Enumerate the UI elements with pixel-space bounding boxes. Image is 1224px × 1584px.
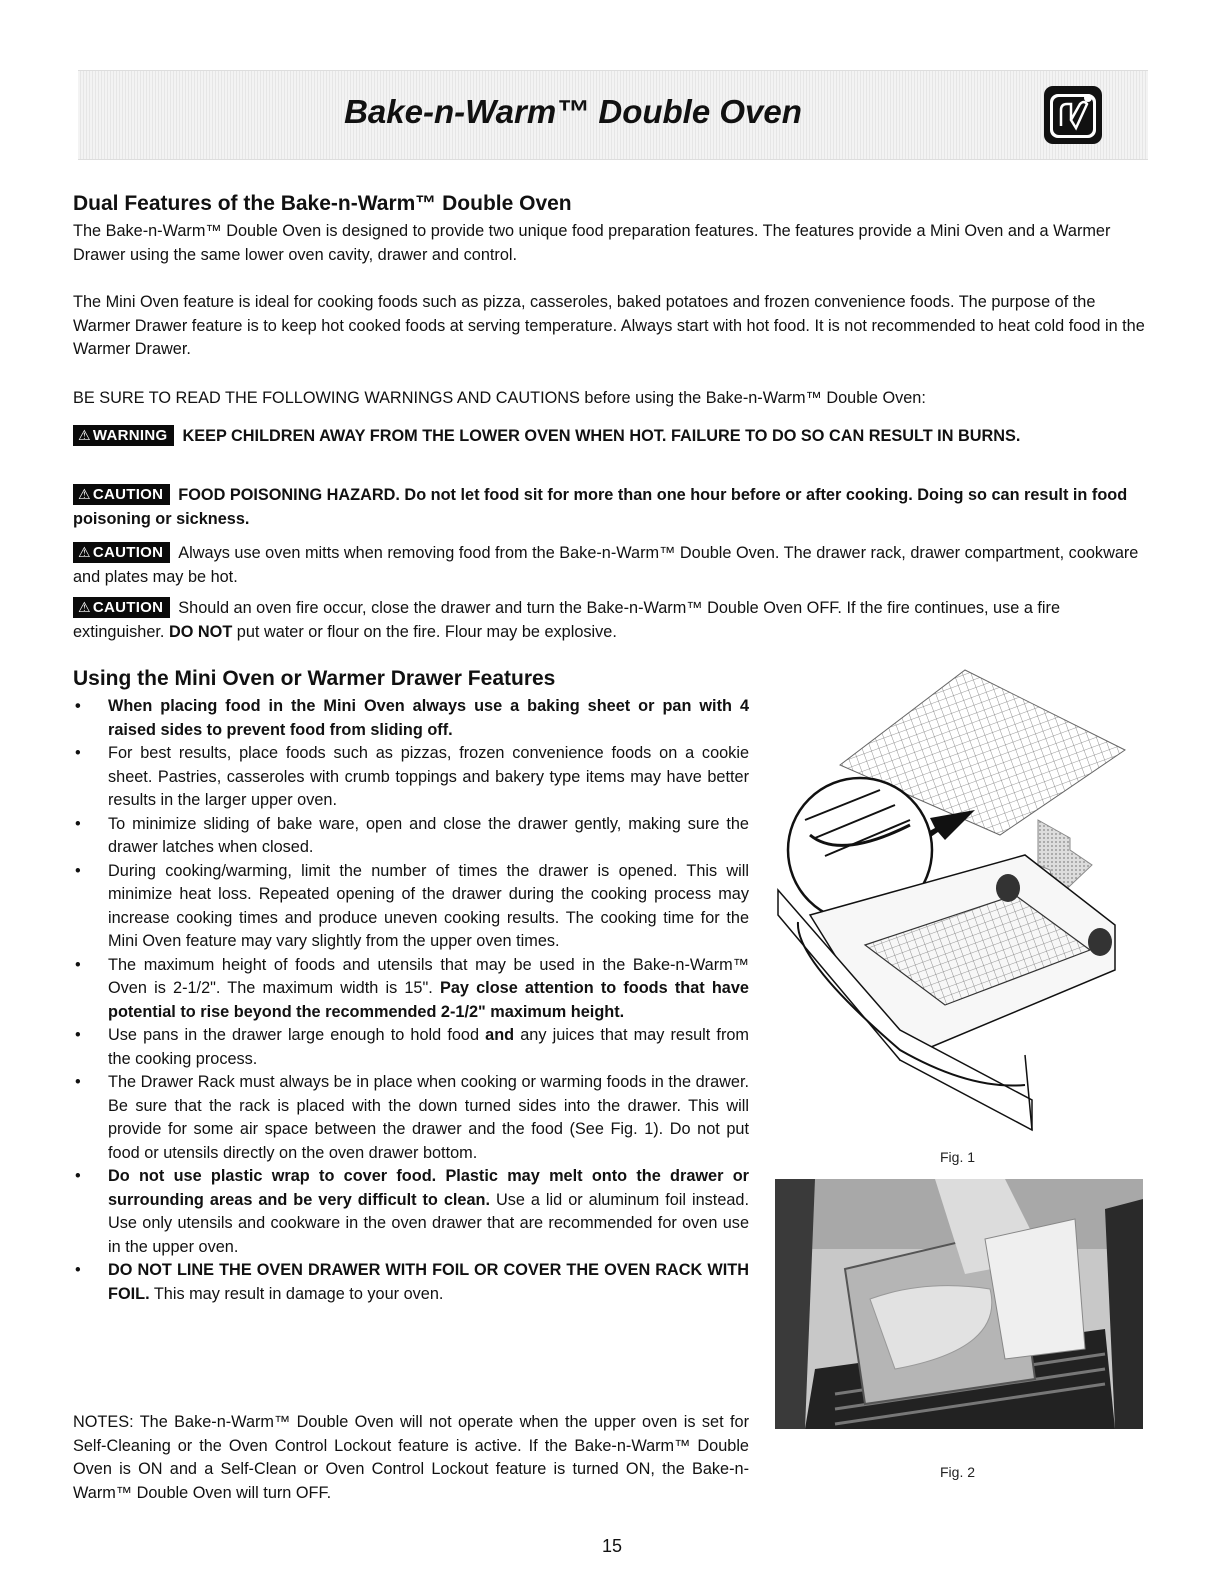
read-warnings-paragraph: BE SURE TO READ THE FOLLOWING WARNINGS AND CAUTIONS before using the Bake-n-Warm™ Double Oven: (73, 389, 926, 407)
dual-features-heading: Dual Features of the Bake-n-Warm™ Double Oven (73, 192, 572, 215)
list-item: • Do not use plastic wrap to cover food. Plastic may melt onto the drawer or surrounding areas and be very difficult to clean. Use a lid or aluminum foil instead. Use only utensils and cookware in the oven drawer that are recommended for oven use in the upper oven. (73, 1165, 749, 1259)
warning-badge: ⚠ WARNING (73, 425, 174, 446)
warning-burns: ⚠ WARNING KEEP CHILDREN AWAY FROM THE LOWER OVEN WHEN HOT. FAILURE TO DO SO CAN RESULT IN BURNS. (73, 425, 1145, 449)
list-item: • Use pans in the drawer large enough to hold food and any juices that may result from the cooking process. (73, 1024, 749, 1071)
list-item: • For best results, place foods such as pizzas, frozen convenience foods on a cookie sheet. Pastries, casseroles with crumb toppings and bakery type items may have better results in the larger upper oven. (73, 742, 749, 813)
list-item: • The maximum height of foods and utensils that may be used in the Bake-n-Warm™ Oven is 2-1/2". The maximum width is 15". Pay close attention to foods that have potential to rise beyond the recommended 2-1/2" maximum height. (73, 954, 749, 1025)
page-number: 15 (601, 1536, 623, 1556)
header-banner (78, 70, 1148, 160)
caution-oven-fire: ⚠ CAUTION Should an oven fire occur, close the drawer and turn the Bake-n-Warm™ Double Oven OFF. If the fire continues, use a fire extinguisher. DO NOT put water or flour on the fire. Flour may be explosive. (73, 599, 1061, 641)
warning-triangle-icon: ⚠ (78, 427, 91, 443)
caution-oven-mitts: ⚠ CAUTION Always use oven mitts when removing food from the Bake-n-Warm™ Double Oven. The drawer rack, drawer compartment, cookware and plates may be hot. (73, 544, 1139, 586)
list-item: • DO NOT LINE THE OVEN DRAWER WITH FOIL OR COVER THE OVEN RACK WITH FOIL. This may result in damage to your oven. (73, 1259, 749, 1306)
warning-triangle-icon: ⚠ (78, 544, 91, 560)
figure-2-photo (775, 1179, 1143, 1429)
list-item: • When placing food in the Mini Oven always use a baking sheet or pan with 4 raised sides to prevent food from sliding off. (73, 695, 749, 742)
list-item: • The Drawer Rack must always be in place when cooking or warming foods in the drawer. Be sure that the rack is placed with the down turned sides into the drawer. This will provide for some air space between the drawer and the food (See Fig. 1). Do not put food or utensils directly on the oven drawer bottom. (73, 1071, 749, 1165)
figure-1-drawer-rack (770, 660, 1150, 1150)
caution-badge: ⚠ CAUTION (73, 542, 170, 563)
warning-triangle-icon: ⚠ (78, 599, 91, 615)
oven-mitt-icon (1044, 86, 1102, 144)
figure-2-caption: Fig. 2 (940, 1464, 976, 1480)
caution-food-poisoning: ⚠ CAUTION FOOD POISONING HAZARD. Do not let food sit for more than one hour before or after cooking. Doing so can result in food poisoning or sickness. (73, 486, 1128, 528)
using-features-heading: Using the Mini Oven or Warmer Drawer Features (73, 667, 556, 690)
usage-bullet-list (73, 695, 749, 1306)
caution-badge: ⚠ CAUTION (73, 484, 170, 505)
notes-paragraph: NOTES: The Bake-n-Warm™ Double Oven will not operate when the upper oven is set for Self-Cleaning or the Oven Control Lockout feature is active. If the Bake-n-Warm™ Double Oven is ON and a Self-Clean or Oven Control Lockout feature is turned ON, the Bake-n-Warm™ Double Oven will turn OFF. (73, 1413, 749, 1502)
dual-features-paragraph-1: The Bake-n-Warm™ Double Oven is designed to provide two unique food preparation features. The features provide a Mini Oven and a Warmer Drawer using the same lower oven cavity, drawer and control. (73, 222, 1111, 264)
caution-badge: ⚠ CAUTION (73, 597, 170, 618)
list-item: • During cooking/warming, limit the number of times the drawer is opened. This will minimize heat loss. Repeated opening of the drawer during the cooking process may increase cooking times and produce uneven cooking results. The cooking time for the Mini Oven feature may vary slightly from the upper oven times. (73, 860, 749, 954)
list-item: • To minimize sliding of bake ware, open and close the drawer gently, making sure the drawer latches when closed. (73, 813, 749, 860)
page-title: Bake-n-Warm™ Double Oven (344, 93, 802, 130)
dual-features-paragraph-2: The Mini Oven feature is ideal for cooking foods such as pizza, casseroles, baked potatoes and frozen convenience foods. The purpose of the Warmer Drawer feature is to keep hot cooked foods at serving temperature. Always start with hot food. It is not recommended to heat cold food in the Warmer Drawer. (73, 293, 1145, 358)
warning-triangle-icon: ⚠ (78, 486, 91, 502)
figure-1-caption: Fig. 1 (940, 1149, 976, 1165)
